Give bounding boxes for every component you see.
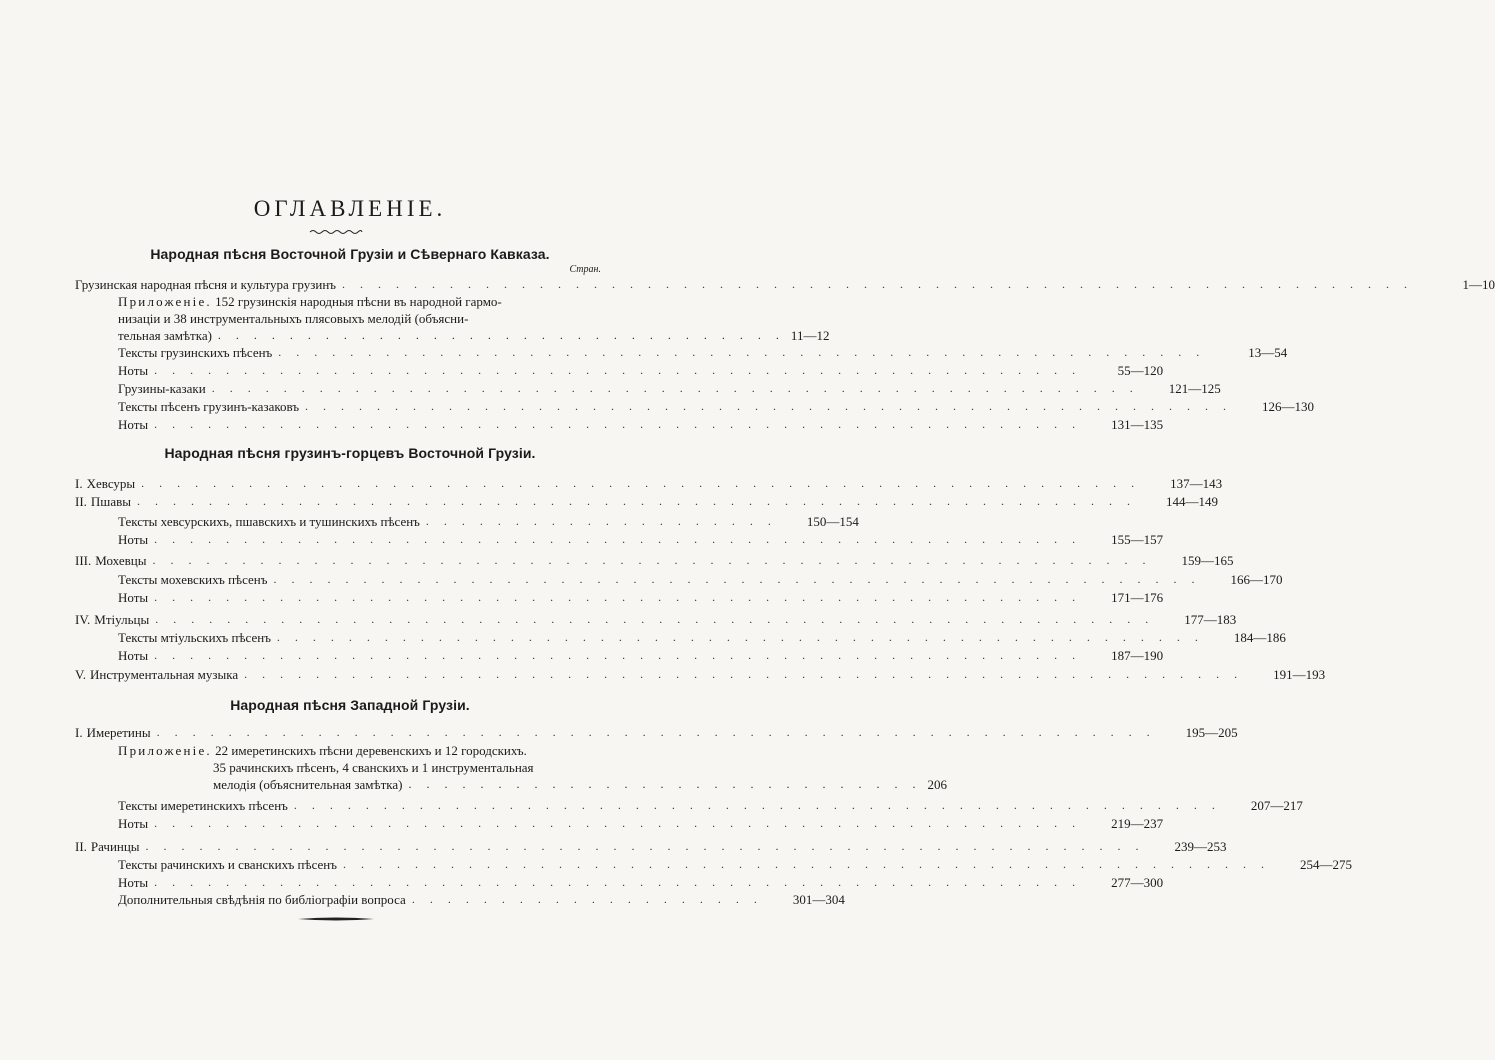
- page-column-label: Стран.: [569, 264, 601, 275]
- toc-entry-label: Дополнительныя свѣдѣнія по библіографіи вопроса: [118, 892, 406, 907]
- toc-entry-pages: 191—193: [1273, 667, 1326, 682]
- leader-dots: . . . . . . . . . . . . . . . . . . . . . . . . . . . . . . . . . . . . . . . . . . . . . . . . . . . . . . . .: [141, 476, 1141, 490]
- toc-entry: [118, 362, 1164, 379]
- leader-dots: . . . . . . . . . . . . . . . . . . . . . . . . . . . . . . . . . . . . . . . . . . . . . . . . . . . .: [293, 798, 1221, 812]
- toc-entry-label: Рачинцы: [90, 839, 140, 854]
- toc-entry-label: Мохевцы: [95, 553, 147, 568]
- toc-entry: [75, 724, 1238, 741]
- leader-dots: . . . . . . . . . . . . . . . . . . . . . . . . . . . . . . . . . . . . . . . . . . . . . . . . . . . .: [276, 630, 1204, 644]
- toc-entry: [118, 874, 1164, 891]
- toc-entry-label: Тексты грузинскихъ пѣсенъ: [118, 345, 273, 360]
- toc-entry-label: Тексты мохевскихъ пѣсенъ: [118, 572, 268, 587]
- toc-entry-label: Ноты: [118, 816, 149, 831]
- toc-entry-label: Тексты хевсурскихъ, пшавскихъ и тушинскихъ пѣсенъ: [118, 514, 420, 529]
- roman-numeral: IV.: [75, 612, 91, 627]
- toc-entry: [118, 416, 1164, 433]
- toc-entry-label: Ноты: [118, 363, 149, 378]
- toc-entry-pages: 137—143: [1170, 476, 1223, 491]
- toc-entry-pages: 219—237: [1111, 816, 1164, 831]
- leader-dots: . . . . . . . . . . . . . . . . . . . . . . . . . . . . . . . . . . . . . . . . . . . . . . . . . . . . . . . . . . . .: [342, 277, 1414, 291]
- toc-entry: [75, 611, 1237, 628]
- toc-entry-pages: 171—176: [1111, 590, 1164, 605]
- appendix-line: тельная замѣтка): [118, 328, 212, 343]
- toc-entry-pages: 301—304: [792, 892, 845, 907]
- toc-entry: [75, 838, 1227, 855]
- toc-entry-label: Пшавы: [90, 494, 131, 509]
- toc-entry-pages: 166—170: [1230, 572, 1283, 587]
- toc-entry-pages: 55—120: [1117, 363, 1164, 378]
- section-heading-mountaineers: Народная пѣсня грузинъ-горцевъ Восточной Грузіи.: [164, 445, 536, 461]
- toc-entry: [118, 380, 1221, 397]
- toc-entry-pages: 13—54: [1248, 345, 1288, 360]
- roman-numeral: II.: [75, 839, 87, 854]
- toc-entry-label: Грузинская народная пѣсня и культура грузинъ: [75, 277, 337, 292]
- toc-entry: [118, 571, 1283, 588]
- appendix-line: низаціи и 38 инструментальныхъ плясовыхъ мелодій (объясни-: [118, 311, 469, 326]
- toc-entry-pages: 184—186: [1233, 630, 1286, 645]
- leader-dots: . . . . . . . . . . . . . . . . . . . . . . . . . . . . . . . . . . . . . . . . . . . . . . . . . . . . . . . .: [156, 725, 1156, 739]
- roman-numeral: I.: [75, 476, 83, 491]
- toc-entry-pages: 144—149: [1165, 494, 1218, 509]
- toc-entry-label: Ноты: [118, 648, 149, 663]
- toc-entry: [118, 815, 1164, 832]
- toc-entry-pages: 159—165: [1181, 553, 1234, 568]
- leader-dots: . . . . . . . . . . . . . . . . . . . . . . . . . . . . . . . . . . . . . . . . . . . . . . . . . . . .: [154, 532, 1082, 546]
- leader-dots: . . . . . . . . . . . . . . . . . . . . . . . . . . . . . . . . . . . . . . . . . . . . . . . . . . . . . . . .: [152, 553, 1152, 567]
- toc-entry-pages: 239—253: [1174, 839, 1227, 854]
- toc-entry-pages: 150—154: [806, 514, 859, 529]
- toc-entry-pages: 155—157: [1111, 532, 1164, 547]
- appendix-line: 152 грузинскія народныя пѣсни въ народной гармо-: [215, 294, 502, 309]
- toc-entry-label: Хевсуры: [86, 476, 136, 491]
- closing-rule: [298, 916, 374, 922]
- leader-dots: . . . . . . . . . . . . . . . . . . . . . . . . . . . . . . . . . . . . . . . . . . . . . . . . . . . . . . . .: [145, 839, 1145, 853]
- leader-dots: . . . . . . . . . . . . . . . . . . . . . . . . . . . . . . . .: [217, 328, 785, 342]
- toc-entry-pages: 121—125: [1168, 381, 1221, 396]
- toc-entry-pages: 1—10: [1462, 277, 1495, 292]
- toc-entry: [118, 629, 1286, 646]
- leader-dots: . . . . . . . . . . . . . . . . . . . . . . . . . . . . . . . . . . . . . . . . . . . . . . . . . . . . . . . .: [155, 612, 1155, 626]
- toc-entry-pages: 277—300: [1111, 875, 1164, 890]
- toc-entry-pages: 254—275: [1299, 857, 1352, 872]
- toc-entry-label: Ноты: [118, 532, 149, 547]
- toc-entry: [118, 513, 859, 530]
- roman-numeral: I.: [75, 725, 83, 740]
- toc-entry-pages: 126—130: [1262, 399, 1315, 414]
- leader-dots: . . . . . . . . . . . . . . . . . . . . . . . . . . . . .: [408, 777, 922, 791]
- toc-entry: [118, 856, 1352, 873]
- toc-entry-pages: 177—183: [1184, 612, 1237, 627]
- toc-entry-pages: 131—135: [1111, 417, 1164, 432]
- title-ornament: [308, 228, 364, 236]
- toc-appendix: [118, 293, 830, 344]
- roman-numeral: III.: [75, 553, 92, 568]
- leader-dots: . . . . . . . . . . . . . . . . . . . . . . . . . . . . . . . . . . . . . . . . . . . . . . . . . . . .: [154, 363, 1082, 377]
- leader-dots: . . . . . . . . . . . . . . . . . . . . . . . . . . . . . . . . . . . . . . . . . . . . . . . . . . . .: [273, 572, 1201, 586]
- toc-entry: [75, 552, 1234, 569]
- toc-entry-label: Грузины-казаки: [118, 381, 206, 396]
- toc-entry: [118, 797, 1303, 814]
- leader-dots: . . . . . . . . . . . . . . . . . . . . . . . . . . . . . . . . . . . . . . . . . . . . . . . . . . . .: [154, 875, 1082, 889]
- toc-entry: [118, 531, 1164, 548]
- page-title: ОГЛАВЛЕНІЕ.: [253, 196, 447, 221]
- toc-entry-pages: 206: [927, 777, 947, 792]
- toc-entry: [75, 666, 1326, 683]
- toc-entry: [75, 276, 1495, 293]
- leader-dots: . . . . . . . . . . . . . . . . . . . .: [411, 892, 763, 906]
- toc-entry-label: Ноты: [118, 875, 149, 890]
- roman-numeral: II.: [75, 494, 87, 509]
- toc-appendix: [118, 742, 947, 793]
- section-heading-west-georgia: Народная пѣсня Западной Грузіи.: [230, 697, 470, 713]
- leader-dots: . . . . . . . . . . . . . . . . . . . . . . . . . . . . . . . . . . . . . . . . . . . . . . . . . . . .: [154, 417, 1082, 431]
- leader-dots: . . . . . . . . . . . . . . . . . . . . . . . . . . . . . . . . . . . . . . . . . . . . . . . . . . . . . . . .: [244, 667, 1244, 681]
- leader-dots: . . . . . . . . . . . . . . . . . . . . . . . . . . . . . . . . . . . . . . . . . . . . . . . . . . . .: [211, 381, 1139, 395]
- leader-dots: . . . . . . . . . . . . . . . . . . . . . . . . . . . . . . . . . . . . . . . . . . . . . . . . . . . .: [154, 590, 1082, 604]
- toc-entry: [118, 398, 1315, 415]
- toc-entry-label: Тексты имеретинскихъ пѣсенъ: [118, 798, 288, 813]
- appendix-line: мелодія (объяснительная замѣтка): [213, 777, 403, 792]
- leader-dots: . . . . . . . . . . . . . . . . . . . . . . . . . . . . . . . . . . . . . . . . . . . . . . . . . . . .: [278, 345, 1206, 359]
- section-heading-east-georgia: Народная пѣсня Восточной Грузіи и Сѣвернаго Кавказа.: [150, 246, 550, 262]
- appendix-line: 22 имеретинскихъ пѣсни деревенскихъ и 12 городскихъ.: [215, 743, 527, 758]
- leader-dots: . . . . . . . . . . . . . . . . . . . . . . . . . . . . . . . . . . . . . . . . . . . . . . . . . . . .: [305, 399, 1233, 413]
- toc-entry-pages: 207—217: [1250, 798, 1303, 813]
- toc-entry-pages: 11—12: [790, 328, 830, 343]
- toc-entry-label: Тексты пѣсенъ грузинъ-казаковъ: [118, 399, 300, 414]
- toc-entry-label: Ноты: [118, 590, 149, 605]
- toc-entry: [75, 475, 1223, 492]
- leader-dots: . . . . . . . . . . . . . . . . . . . . . . . . . . . . . . . . . . . . . . . . . . . . . . . . . . . . . . . .: [136, 494, 1136, 508]
- leader-dots: . . . . . . . . . . . . . . . . . . . . . . . . . . . . . . . . . . . . . . . . . . . . . . . . . . . .: [342, 857, 1270, 871]
- roman-numeral: V.: [75, 667, 86, 682]
- toc-entry: [118, 891, 845, 908]
- appendix-word: Приложеніе.: [118, 743, 212, 758]
- leader-dots: . . . . . . . . . . . . . . . . . . . . . . . . . . . . . . . . . . . . . . . . . . . . . . . . . . . .: [154, 816, 1082, 830]
- leader-dots: . . . . . . . . . . . . . . . . . . . . . . . . . . . . . . . . . . . . . . . . . . . . . . . . . . . .: [154, 648, 1082, 662]
- toc-entry-label: Ноты: [118, 417, 149, 432]
- toc-entry-label: Мтіульцы: [94, 612, 150, 627]
- toc-entry-pages: 195—205: [1185, 725, 1238, 740]
- toc-entry-label: Тексты мтіульскихъ пѣсенъ: [118, 630, 271, 645]
- toc-entry: [118, 647, 1164, 664]
- appendix-word: Приложеніе.: [118, 294, 212, 309]
- toc-entry: [75, 493, 1218, 510]
- toc-entry-label: Тексты рачинскихъ и сванскихъ пѣсенъ: [118, 857, 337, 872]
- toc-entry-label: Инструментальная музыка: [89, 667, 239, 682]
- leader-dots: . . . . . . . . . . . . . . . . . . . .: [425, 514, 777, 528]
- appendix-line: 35 рачинскихъ пѣсенъ, 4 сванскихъ и 1 инструментальная: [213, 760, 534, 775]
- toc-entry-pages: 187—190: [1111, 648, 1164, 663]
- toc-entry: [118, 589, 1164, 606]
- toc-entry: [118, 344, 1288, 361]
- toc-entry-label: Имеретины: [86, 725, 151, 740]
